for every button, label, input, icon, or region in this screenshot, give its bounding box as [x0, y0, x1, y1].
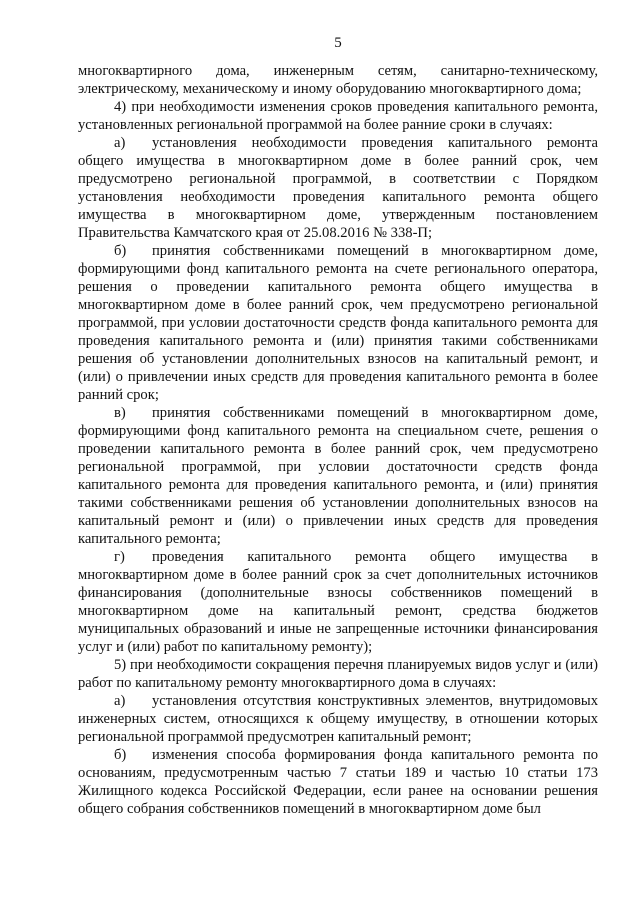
- paragraph: [78, 548, 598, 656]
- item-label: г): [114, 549, 125, 565]
- paragraph-text: установления необходимости проведения капитального ремонта общего имущества в многоквартирном доме в более ранний срок, чем предусмотрено региональной программой, в соответствии с Порядком установления необходимости проведения капитального ремонта общего имущества в многоквартирном доме, утвержденным постановлением Правительства Камчатского края от 25.08.2016 № 338-П;: [78, 135, 598, 241]
- document-page: [78, 34, 598, 818]
- item-label: б): [114, 243, 127, 259]
- paragraph-text: проведения капитального ремонта общего имущества в многоквартирном доме в более ранний срок за счет дополнительных источников финансирования (дополнительные взносы собственников помещений в многоквартирном доме на капитальный ремонт, средства бюджетов муниципальных образований и иные не запрещенные источники финансирования услуг и (или) работ по капитальному ремонту);: [78, 549, 598, 655]
- paragraph: [78, 62, 598, 98]
- item-label: а): [114, 693, 126, 709]
- paragraph: [78, 692, 598, 746]
- paragraph-text: принятия собственниками помещений в многоквартирном доме, формирующими фонд капитального ремонта на счете регионального оператора, решения о проведении капитального ремонта общего имущества в многоквартирном доме в более ранний срок, чем предусмотрено региональной программой, при условии достаточности средств фонда капитального ремонта для проведения капитального ремонта и (или) принятия такими собственниками решения об установлении дополнительных взносов на капитальный ремонт, и (или) о привлечении иных средств для проведения капитального ремонта в более ранний срок;: [78, 243, 598, 403]
- paragraph-text: 4) при необходимости изменения сроков проведения капитального ремонта, установленных региональной программой на более ранние сроки в случаях:: [78, 99, 598, 133]
- paragraph: [78, 134, 598, 242]
- paragraph-text: 5) при необходимости сокращения перечня планируемых видов услуг и (или) работ по капитальному ремонту многоквартирного дома в случаях:: [78, 657, 598, 691]
- item-label: б): [114, 747, 127, 763]
- paragraph: [78, 98, 598, 134]
- document-body: [78, 62, 598, 818]
- paragraph: [78, 242, 598, 404]
- paragraph-text: установления отсутствия конструктивных элементов, внутридомовых инженерных систем, относящихся к общему имуществу, в отношении которых региональной программой предусмотрен капитальный ремонт;: [78, 693, 598, 745]
- paragraph-text: многоквартирного дома, инженерным сетям, санитарно-техническому, электрическому, механическому и иному оборудованию многоквартирного дома;: [78, 63, 598, 97]
- item-label: в): [114, 405, 126, 421]
- paragraph: [78, 404, 598, 548]
- page-number: 5: [334, 35, 342, 51]
- paragraph-text: принятия собственниками помещений в многоквартирном доме, формирующими фонд капитального ремонта на специальном счете, решения о проведении капитального ремонта в более ранний срок, чем предусмотрено региональной программой, при условии достаточности средств фонда капитального ремонта для проведения капитального ремонта, и (или) принятия такими собственниками решения об установлении дополнительных взносов на капитальный ремонт и (или) о привлечении иных средств для проведения капитального ремонта;: [78, 405, 598, 547]
- paragraph: [78, 746, 598, 818]
- paragraph-text: изменения способа формирования фонда капитального ремонта по основаниям, предусмотренным частью 7 статьи 189 и частью 10 статьи 173 Жилищного кодекса Российской Федерации, если ранее на основании решения общего собрания собственников помещений в многоквартирном доме был: [78, 747, 598, 817]
- paragraph: [78, 656, 598, 692]
- item-label: а): [114, 135, 126, 151]
